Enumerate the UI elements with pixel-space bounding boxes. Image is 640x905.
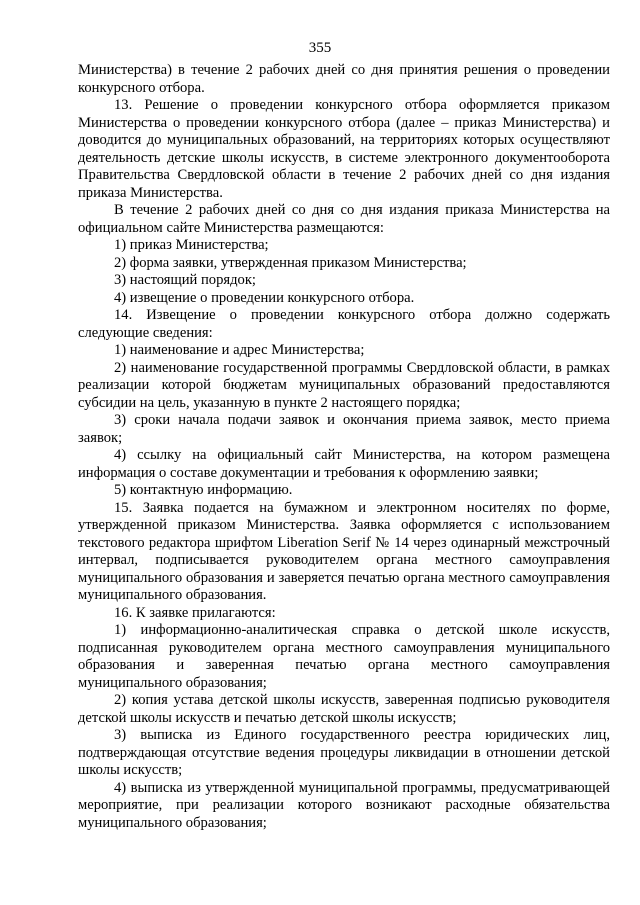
list-item: 3) сроки начала подачи заявок и окончания приема заявок, место приема заявок; xyxy=(78,412,610,446)
list-item: 1) приказ Министерства; xyxy=(114,237,269,253)
document-body xyxy=(78,62,610,832)
page-number: 355 xyxy=(308,40,332,56)
list-item: 2) копия устава детской школы искусств, заверенная подписью руководителя детской школы искусств и печатью детской школы искусств; xyxy=(78,692,610,726)
list-item: 3) настоящий порядок; xyxy=(114,272,256,288)
paragraph-continuation: Министерства) в течение 2 рабочих дней со дня принятия решения о проведении конкурсного отбора. xyxy=(78,62,610,96)
list-item: 1) информационно-аналитическая справка о детской школе искусств, подписанная руководителем органа местного самоуправления муниципального образования и заверенная печатью органа местного самоуправления муниципального образования; xyxy=(78,622,610,691)
paragraph-item-13: 13. Решение о проведении конкурсного отбора оформляется приказом Министерства о проведении конкурсного отбора (далее – приказ Министерства) и доводится до муниципальных образований, на территориях которых осуществляют деятельность детские школы искусств, в системе электронного документооборота Правительства Свердловской области в течение 2 рабочих дней со дня издания приказа Министерства. xyxy=(78,97,610,201)
paragraph-publication: В течение 2 рабочих дней со дня со дня издания приказа Министерства на официальном сайте Министерства размещаются: xyxy=(78,202,610,236)
paragraph-item-14: 14. Извещение о проведении конкурсного отбора должно содержать следующие сведения: xyxy=(78,307,610,341)
paragraph-item-16: 16. К заявке прилагаются: xyxy=(114,604,276,621)
list-item: 1) наименование и адрес Министерства; xyxy=(114,342,365,358)
list-item: 2) наименование государственной программы Свердловской области, в рамках реализации которой бюджетам муниципальных образований предоставляются субсидии на цель, указанную в пункте 2 настоящего порядка; xyxy=(78,359,610,411)
list-item: 5) контактную информацию. xyxy=(114,482,293,498)
list-item: 4) ссылку на официальный сайт Министерства, на котором размещена информация о составе документации и требования к оформлению заявки; xyxy=(78,447,610,481)
list-item: 2) форма заявки, утвержденная приказом Министерства; xyxy=(114,254,467,271)
paragraph-item-15: 15. Заявка подается на бумажном и электронном носителях по форме, утвержденной приказом Министерства. Заявка оформляется с использованием текстового редактора шрифтом Liberation Serif № 14 через одинарный межстрочный интервал, подписывается руководителем органа местного самоуправления муниципального образования и заверяется печатью органа местного самоуправления муниципального образования. xyxy=(78,499,610,603)
list-item: 4) выписка из утвержденной муниципальной программы, предусматривающей мероприятие, при реализации которого возникают расходные обязательства муниципального образования; xyxy=(78,779,610,831)
list-item: 4) извещение о проведении конкурсного отбора. xyxy=(114,289,415,306)
list-item: 3) выписка из Единого государственного реестра юридических лиц, подтверждающая отсутствие ведения процедуры ликвидации в отношении детской школы искусств; xyxy=(78,727,610,778)
